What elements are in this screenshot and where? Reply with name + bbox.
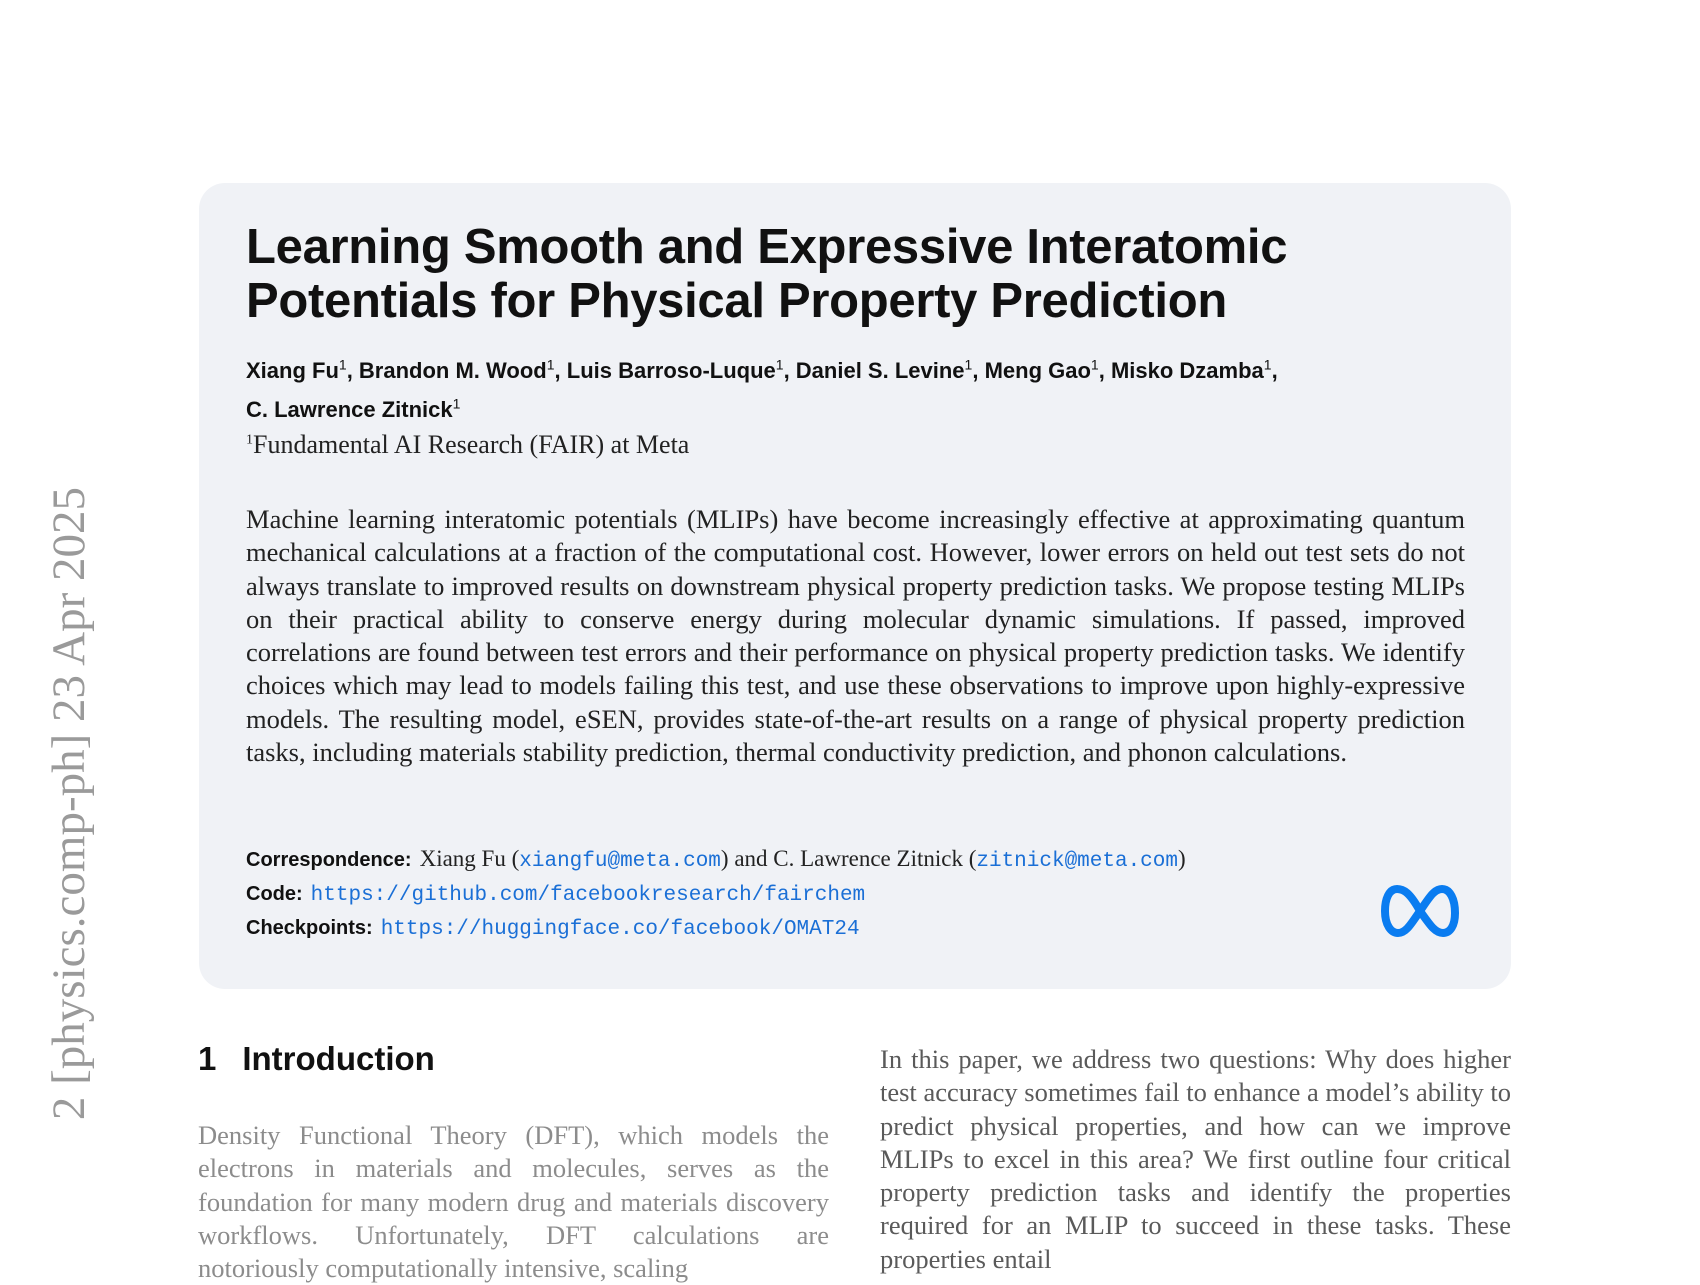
- checkpoints-label: Checkpoints:: [246, 917, 373, 939]
- author: Brandon M. Wood$^1$,: [358, 357, 567, 384]
- author-list: [246, 349, 1486, 426]
- affiliation: $^1$Fundamental AI Research (FAIR) at Meta: [246, 430, 690, 459]
- author: Daniel S. Levine$^1$,: [795, 357, 985, 384]
- paper-title: Learning Smooth and Expressive Interatomic Potentials for Physical Property Prediction: [246, 220, 1288, 328]
- meta-logo-icon: [1380, 883, 1460, 939]
- code-label: Code:: [246, 883, 303, 905]
- author: Xiang Fu$^1$,: [246, 357, 359, 384]
- email-link-xiangfu[interactable]: xiangfu@meta.com: [519, 850, 721, 873]
- code-link[interactable]: https://github.com/facebookresearch/fairchem: [310, 884, 866, 907]
- code-line: [246, 880, 865, 907]
- correspondence-label: Correspondence:: [246, 849, 412, 871]
- author: Luis Barroso-Luque$^1$,: [566, 357, 796, 384]
- left-column-text: Density Functional Theory (DFT), which models the electrons in materials and molecules, serves as the foundation for many modern drug and materials discovery workflows. Unfortunately, DFT calculations are notoriously computationally intensive, scaling: [198, 1120, 829, 1284]
- author: C. Lawrence Zitnick$^1$: [246, 395, 461, 422]
- author: Misko Dzamba$^1$,: [1110, 357, 1278, 384]
- checkpoints-line: [246, 914, 860, 941]
- section-heading: 1 Introduction: [198, 1040, 435, 1077]
- arxiv-stamp: 2 [physics.comp-ph] 23 Apr 2025: [43, 487, 95, 1121]
- right-column-text: In this paper, we address two questions: Why does higher test accuracy sometimes fail to enhance a model’s ability to predict physical properties, and how can we improve MLIPs to excel in this area? We first outline four critical property prediction tasks and identify the properties required for an MLIP to succeed in these tasks. These properties entail: [880, 1044, 1511, 1274]
- email-link-zitnick[interactable]: zitnick@meta.com: [976, 850, 1178, 873]
- checkpoints-link[interactable]: https://huggingface.co/facebook/OMAT24: [380, 918, 860, 941]
- abstract: Machine learning interatomic potentials (MLIPs) have become increasingly effective at approximating quantum mechanical calculations at a fraction of the computational cost. However, lower errors on held out test sets do not always translate to improved results on downstream physical property prediction tasks. We propose testing MLIPs on their practical ability to conserve energy during molecular dynamic simulations. If passed, improved correlations are found between test errors and their performance on physical property prediction tasks. We identify choices which may lead to models failing this test, and use these observations to improve upon highly-expressive models. The resulting model, eSEN, provides state-of-the-art results on a range of physical property prediction tasks, including materials stability prediction, thermal conductivity prediction, and phonon calculations.: [246, 504, 1465, 768]
- author: Meng Gao$^1$,: [984, 357, 1111, 384]
- correspondence-line: Correspondence: Xiang Fu (xiangfu@meta.com) and C. Lawrence Zitnick (zitnick@meta.com): [246, 846, 1186, 873]
